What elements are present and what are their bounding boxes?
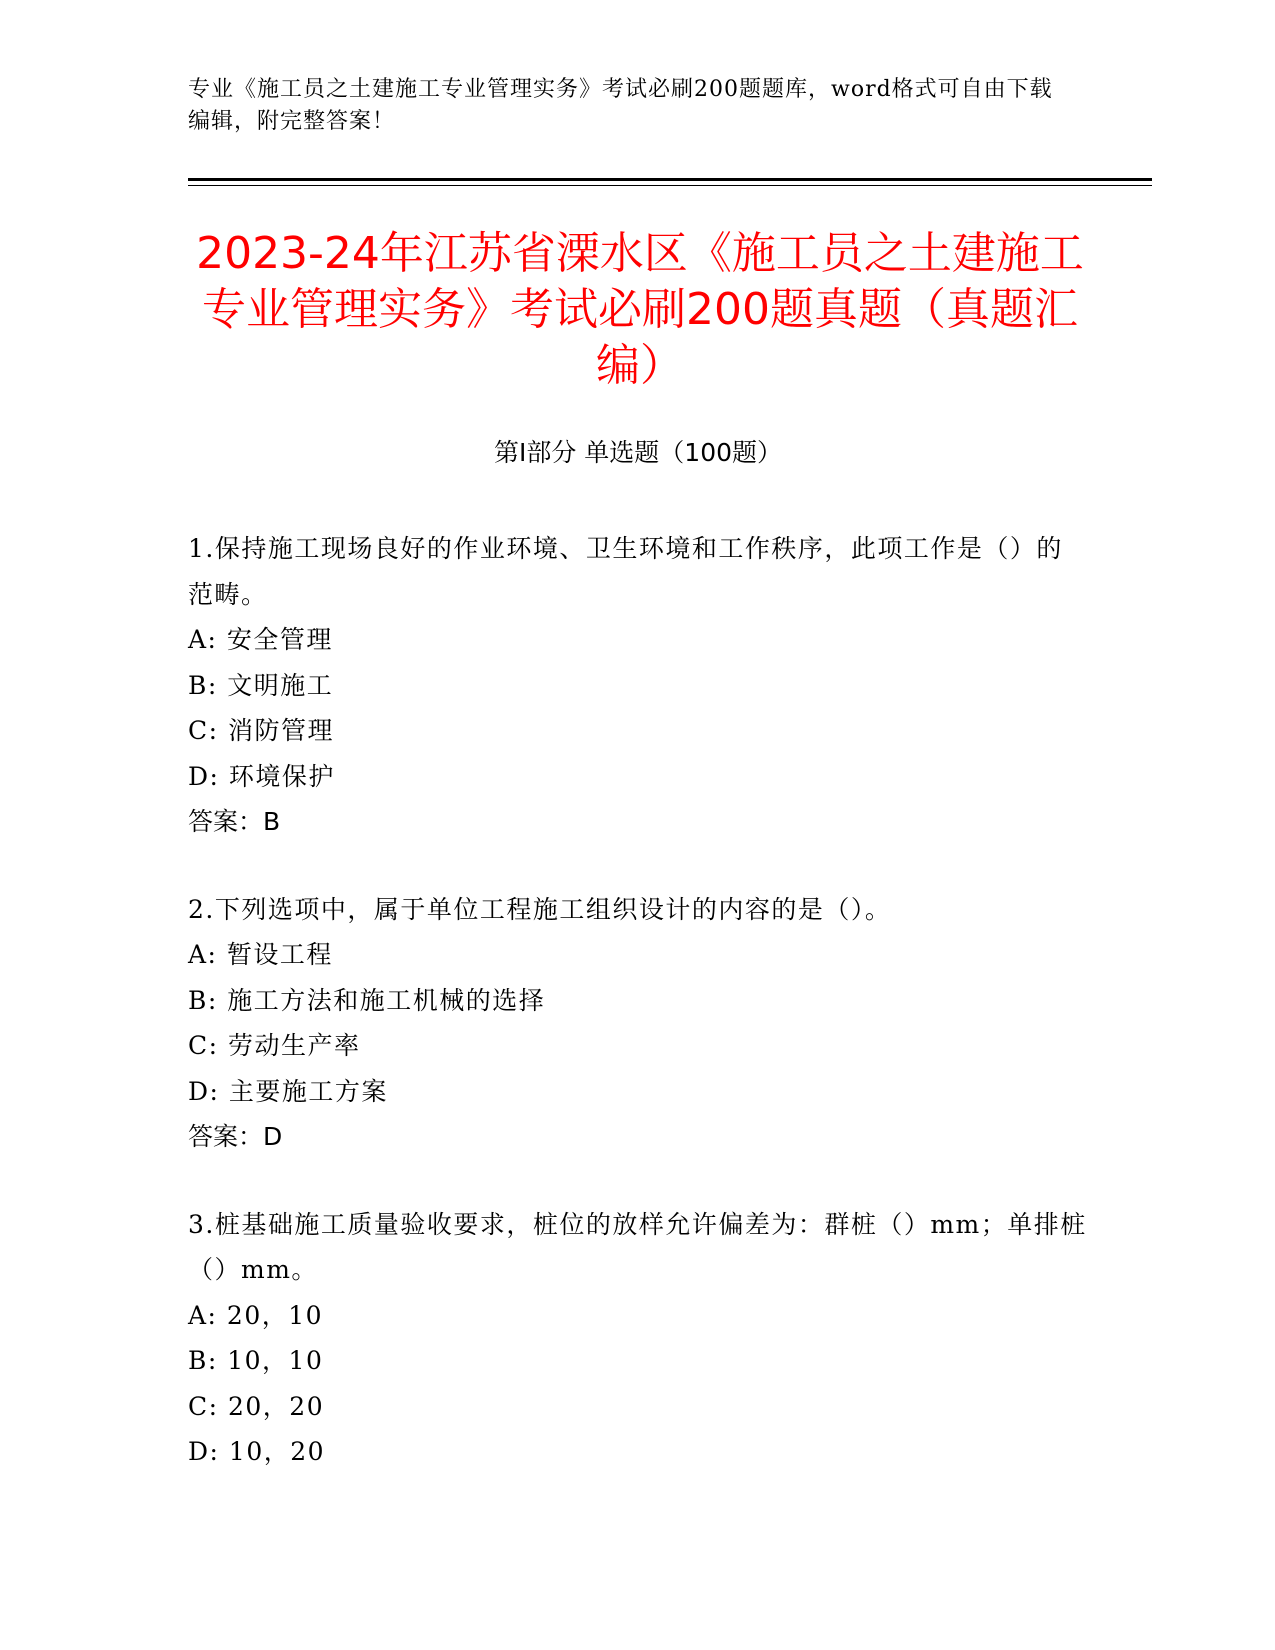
option-d: D: 10，20 <box>188 1437 326 1466</box>
document-title: 2023-24年江苏省溧水区《施工员之土建施工专业管理实务》考试必刷200题真题（真题汇编） <box>196 228 1084 391</box>
option-b: B: 施工方法和施工机械的选择 <box>188 985 546 1015</box>
section-heading: 第Ⅰ部分 单选题（100题） <box>493 438 783 467</box>
header-divider-thick <box>188 178 1152 181</box>
question-3 <box>188 1202 1088 1475</box>
option-d: D: 主要施工方案 <box>188 1076 388 1106</box>
option-a: A: 暂设工程 <box>188 940 333 969</box>
question-stem: 1.保持施工现场良好的作业环境、卫生环境和工作秩序，此项工作是（）的范畴。 <box>188 534 1063 609</box>
option-d: D: 环境保护 <box>188 761 335 791</box>
option-b: B: 10，10 <box>188 1346 324 1375</box>
question-1 <box>188 526 1088 845</box>
option-b: B: 文明施工 <box>188 670 334 700</box>
option-a: A: 安全管理 <box>188 625 333 654</box>
header-divider-thin <box>188 185 1152 186</box>
option-c: C: 20，20 <box>188 1391 325 1421</box>
page-header: 专业《施工员之土建施工专业管理实务》考试必刷200题题库，word格式可自由下载编辑，附完整答案！ <box>188 77 1053 134</box>
question-2 <box>188 887 1088 1160</box>
option-c: C: 消防管理 <box>188 716 334 745</box>
answer: 答案：B <box>188 807 281 836</box>
option-c: C: 劳动生产率 <box>188 1031 361 1060</box>
option-a: A: 20，10 <box>188 1300 324 1330</box>
question-stem: 3.桩基础施工质量验收要求，桩位的放样允许偏差为：群桩（）mm；单排桩（）mm。 <box>188 1209 1087 1284</box>
question-stem: 2.下列选项中，属于单位工程施工组织设计的内容的是（）。 <box>188 894 892 924</box>
answer: 答案：D <box>188 1122 283 1151</box>
question-list <box>188 526 1088 1517</box>
